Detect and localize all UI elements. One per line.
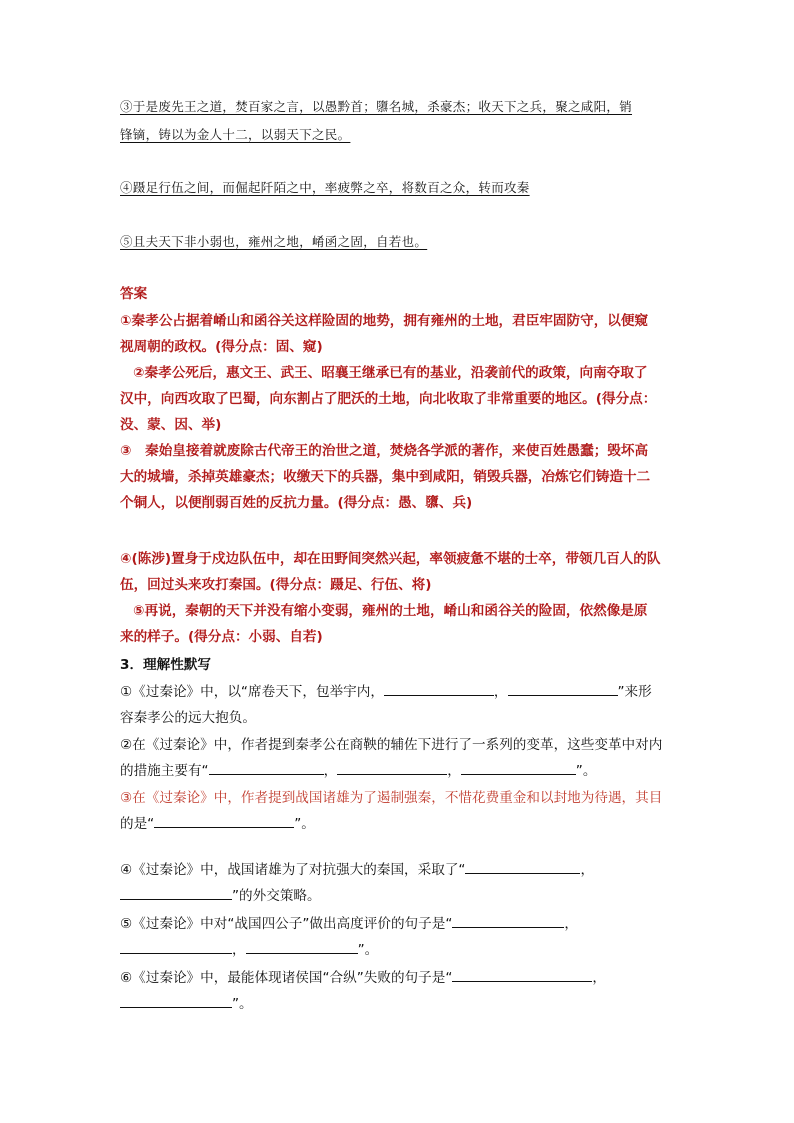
item-5-sep: ， — [564, 916, 578, 932]
question-3-line-2: 锋镝，铸以为金人十二，以弱天下之民。 — [120, 127, 351, 142]
item-2-line-1: ②在《过秦论》中，作者提到秦孝公在商鞅的辅佐下进行了一系列的变革，这些变革中对内 — [120, 737, 663, 753]
item-5-blank-1[interactable] — [452, 913, 564, 928]
answer-3-line-1: ③ 秦始皇接着就废除古代帝王的治世之道，焚烧各学派的著作，来使百姓愚蠢；毁坏高 — [120, 443, 649, 459]
item-5-line-2 — [120, 938, 378, 958]
question-5: ⑤且夫天下非小弱也，雍州之地，崤函之固，自若也。 — [120, 234, 428, 249]
section-3-title: 3．理解性默写 — [120, 657, 212, 673]
item-2-blank-2[interactable] — [337, 760, 447, 775]
item-1-line-1 — [120, 680, 652, 700]
item-1-text-a: ①《过秦论》中，以“席卷天下，包举宇内， — [120, 684, 384, 700]
item-1-text-b: ”来形 — [617, 684, 652, 700]
item-2-end: ”。 — [575, 763, 597, 779]
item-1-line-2: 容秦孝公的远大抱负。 — [120, 710, 256, 726]
item-2-blank-1[interactable] — [209, 760, 324, 775]
item-2-sep-2: ， — [447, 763, 461, 779]
answer-5-line-2: 来的样子。(得分点：小弱、自若) — [120, 629, 323, 645]
answer-2-line-2: 汉中，向西攻取了巴蜀，向东割占了肥沃的土地，向北收取了非常重要的地区。(得分点： — [120, 391, 657, 407]
item-5-blank-3[interactable] — [246, 939, 358, 954]
item-4-text-a: ④《过秦论》中，战国诸雄为了对抗强大的秦国，采取了“ — [120, 862, 466, 878]
item-6-blank-2[interactable] — [120, 993, 232, 1008]
item-2-line-2 — [120, 759, 596, 779]
answer-1-line-1: ①秦孝公占据着崤山和函谷关这样险固的地势，拥有雍州的土地，君臣牢固防守，以便窥 — [120, 313, 649, 329]
item-5-end: ”。 — [357, 942, 379, 958]
item-6-line-2 — [120, 992, 253, 1012]
item-2-text-b: 的措施主要有“ — [120, 763, 209, 779]
item-6-line-1 — [120, 966, 606, 986]
item-1-blank-1[interactable] — [384, 681, 494, 696]
item-5-blank-2[interactable] — [120, 939, 232, 954]
item-3-line-2 — [120, 812, 315, 832]
item-6-blank-1[interactable] — [452, 967, 592, 982]
item-2-sep-1: ， — [323, 763, 338, 779]
item-3-blank-1[interactable] — [154, 813, 294, 828]
item-1-blank-2[interactable] — [508, 681, 618, 696]
item-4-blank-2[interactable] — [120, 885, 232, 900]
item-3-text-a: ③在《过秦论》中，作者提到战国诸雄为了遏制强秦，不惜花费重金和以封地为待遇，其目 — [120, 790, 663, 806]
answer-1-line-2: 视周朝的政权。(得分点：固、窥) — [120, 339, 323, 355]
item-4-line-2 — [120, 884, 321, 904]
item-5-text-a: ⑤《过秦论》中对“战国四公子”做出高度评价的句子是“ — [120, 916, 453, 932]
item-5-sep-2: ， — [232, 942, 246, 958]
answer-2-line-1: ②秦孝公死后，惠文王、武王、昭襄王继承已有的基业，沿袭前代的政策，向南夺取了 — [133, 365, 648, 381]
item-6-text-a: ⑥《过秦论》中，最能体现诸侯国“合纵”失败的句子是“ — [120, 970, 453, 986]
item-3-line-1 — [120, 786, 662, 806]
item-2-blank-3[interactable] — [461, 760, 576, 775]
question-4: ④蹑足行伍之间，而倔起阡陌之中，率疲弊之卒，将数百之众，转而攻秦 — [120, 180, 530, 195]
answer-3-line-2: 大的城墙，杀掉英雄豪杰；收缴天下的兵器，集中到咸阳，销毁兵器，冶炼它们铸造十二 — [120, 469, 651, 485]
item-4-end: ”的外交策略。 — [232, 888, 321, 904]
item-3-end: ”。 — [294, 816, 315, 832]
item-4-blank-1[interactable] — [465, 859, 580, 874]
answer-3-line-3: 个铜人，以便削弱百姓的反抗力量。(得分点：愚、隳、兵) — [120, 495, 473, 511]
question-3-line-1: ③于是废先王之道，焚百家之言，以愚黔首；隳名城，杀豪杰；收天下之兵，聚之咸阳，销 — [120, 99, 633, 114]
answer-heading: 答案 — [120, 286, 148, 302]
answer-4-line-1: ④(陈涉)置身于戍边队伍中，却在田野间突然兴起，率领疲惫不堪的士卒，带领几百人的队 — [120, 551, 661, 567]
item-1-sep: ， — [493, 684, 508, 700]
item-4-sep: ， — [580, 862, 595, 878]
item-6-sep: ， — [592, 970, 606, 986]
item-5-line-1 — [120, 912, 578, 932]
answer-2-line-3: 没、蒙、因、举) — [120, 417, 222, 433]
item-3-text-b: 的是“ — [120, 816, 155, 832]
item-4-line-1 — [120, 858, 594, 878]
answer-4-line-2: 伍，回过头来攻打秦国。(得分点：蹑足、行伍、将) — [120, 577, 432, 593]
item-6-end: ”。 — [232, 996, 253, 1012]
answer-5-line-1: ⑤再说，秦朝的天下并没有缩小变弱，雍州的土地，崤山和函谷关的险固，依然像是原 — [133, 603, 648, 619]
